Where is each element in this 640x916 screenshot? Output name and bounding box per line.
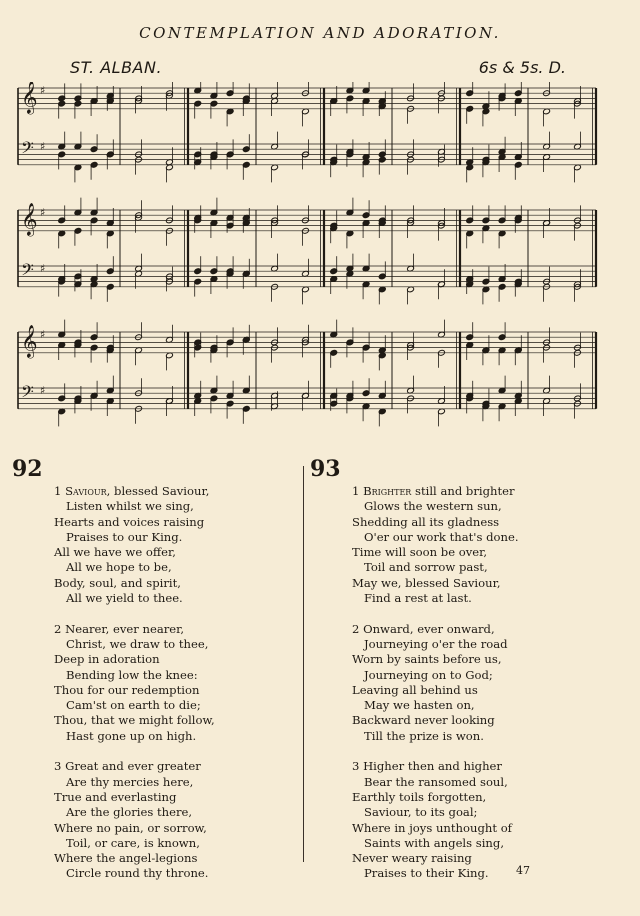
bass-clef: 𝄢 [21,381,34,406]
key-sharp: ♯ [40,328,46,342]
first-line-rest: Great and ever greater [65,759,201,774]
verse-line: O'er our work that's done. [364,529,519,544]
column-divider [303,466,304,862]
first-word: Saviour, [65,484,111,498]
verse-line: Are thy mercies here, [66,774,194,789]
verse-line: Saints with angels sing, [364,835,505,850]
verse-line [352,484,602,499]
first-word: Brighter [363,484,412,498]
key-sharp: ♯ [40,262,46,276]
verse-line: Journeying on to God; [364,667,493,682]
verse-line: Praises to our King. [66,529,183,544]
first-line-rest: still and brighter [411,484,515,498]
verse-line: Till the prize is won. [364,728,484,743]
verse-line: Leaving all behind us [352,682,478,697]
verse-line: Thou for our redemption [54,682,200,697]
verse-line: Praises to their King. [364,866,489,881]
treble-clef: 𝄞 [21,82,38,114]
verse-line: Never weary raising [352,851,472,866]
hymn-number-93: 93 [310,456,341,482]
verse-line: Time will soon be over, [352,545,488,560]
music-score [14,82,604,452]
stanza-number: 1 [352,484,364,498]
verse-line: Shedding all its gladness [352,514,500,529]
key-sharp: ♯ [40,206,46,220]
stanza-number: 1 [54,484,66,498]
verse-line: Listen whilst we sing, [66,499,194,514]
stanza-number: 2 [352,621,364,636]
verse-line: Where no pain, or sorrow, [54,820,207,835]
verse-line: Toil, or care, is known, [66,835,200,850]
page-number: 47 [516,864,530,877]
hymn-93-text [352,484,602,897]
verse-line: Where in joys unthought of [352,820,512,835]
key-sharp: ♯ [40,140,46,154]
verse-line [54,484,299,499]
verse-line: All we have we offer, [54,545,176,560]
verse-line: Journeying o'er the road [364,636,508,651]
verse-line [352,759,602,774]
tune-meter: 6s & 5s. D. [478,58,566,77]
stanza [54,622,299,744]
verse-line: Deep in adoration [54,652,160,667]
verse-line: Circle round thy throne. [66,866,209,881]
stanza [352,484,602,606]
verse-line: Thou, that we might follow, [54,713,215,728]
verse-line: Where the angel-legions [54,851,198,866]
stanza [352,622,602,744]
verse-line: Hearts and voices raising [54,514,205,529]
verse-line [54,759,299,774]
verse-line: Toil and sorrow past, [364,560,488,575]
verse-line: Body, soul, and spirit, [54,575,181,590]
treble-clef: 𝄞 [21,202,38,236]
key-sharp: ♯ [40,84,46,98]
key-sharp: ♯ [40,384,46,398]
first-line-rest: blessed Saviour, [110,484,210,498]
verse-line: All we yield to thee. [66,591,183,606]
verse-line: Bear the ransomed soul, [364,774,508,789]
verse-line [54,622,299,637]
verse-line: May we, blessed Saviour, [352,575,501,590]
bass-clef: 𝄢 [21,259,34,284]
verse-line: Earthly toils forgotten, [352,789,487,804]
stanza-number: 2 [54,621,66,636]
stanza [352,759,602,881]
bass-clef: 𝄢 [21,137,34,162]
stanza-number: 3 [352,759,364,774]
verse-line: Worn by saints before us, [352,652,502,667]
verse-line: True and everlasting [54,789,177,804]
verse-line: Backward never looking [352,713,495,728]
verse-line: Cam'st on earth to die; [66,698,201,713]
hymn-92-text [54,484,299,897]
page-header: CONTEMPLATION AND ADORATION. [139,24,501,42]
treble-clef: 𝄞 [21,324,38,358]
verse-line: Are the glories there, [66,805,193,820]
verse-line: Saviour, to its goal; [364,805,478,820]
verse-line: Find a rest at last. [364,591,472,606]
stanza [54,759,299,881]
verse-line: Christ, we draw to thee, [66,636,209,651]
hymn-number-92: 92 [12,456,43,482]
first-line-rest: Higher then and higher [363,759,502,774]
stanza [54,484,299,606]
verse-line: Bending low the knee: [66,667,198,682]
verse-line: May we hasten on, [364,698,475,713]
first-line-rest: Onward, ever onward, [363,621,495,636]
stanza-number: 3 [54,759,66,774]
tune-name: ST. ALBAN. [70,58,163,77]
verse-line: Glows the western sun, [364,499,502,514]
verse-line: Hast gone up on high. [66,728,197,743]
first-line-rest: Nearer, ever nearer, [65,621,185,636]
verse-line: All we hope to be, [66,560,172,575]
verse-line [352,622,602,637]
